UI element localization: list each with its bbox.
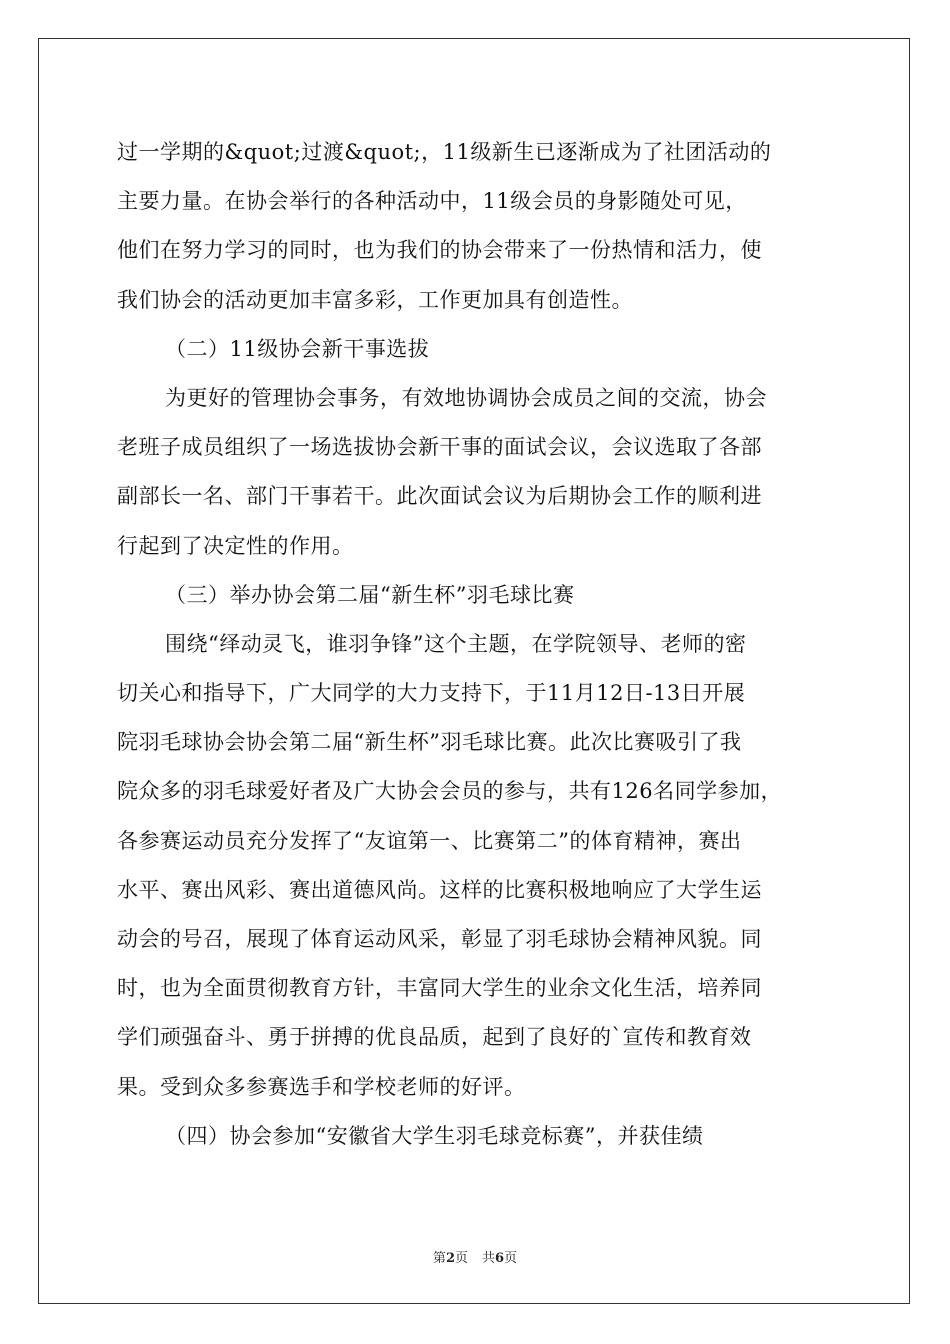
document-body	[117, 128, 837, 1161]
paragraph-line: 老班子成员组织了一场选拔协会新干事的面试会议，会议选取了各部	[117, 435, 762, 460]
paragraph-line: 我们协会的活动更加丰富多彩，工作更加具有创造性。	[117, 287, 633, 312]
page-prefix: 第	[432, 1251, 446, 1266]
section-heading: （四）协会参加“安徽省大学生羽毛球竞标赛”，并获佳绩	[165, 1123, 704, 1148]
paragraph-line: 切关心和指导下，广大同学的大力支持下，于11月12日-13日开展	[117, 681, 746, 706]
section-heading: （三）举办协会第二届“新生杯”羽毛球比赛	[165, 582, 575, 607]
paragraph-line: 为更好的管理协会事务，有效地协调协会成员之间的交流，协会	[165, 385, 767, 410]
paragraph-line: 主要力量。在协会举行的各种活动中，11级会员的身影随处可见，	[117, 189, 747, 214]
paragraph-line: 各参赛运动员充分发挥了“友谊第一、比赛第二”的体育精神，赛出	[117, 828, 742, 853]
total-prefix: 共	[482, 1251, 496, 1266]
paragraph-line: 过一学期的&quot;过渡&quot;，11级新生已逐渐成为了社团活动的	[117, 140, 772, 164]
paragraph-line: 学们顽强奋斗、勇于拼搏的优良品质，起到了良好的`宣传和教育效	[117, 1025, 752, 1050]
paragraph-line: 果。受到众多参赛选手和学校老师的好评。	[117, 1074, 526, 1099]
total-suffix: 页	[504, 1251, 518, 1266]
paragraph-line: 他们在努力学习的同时，也为我们的协会带来了一份热情和活力，使	[117, 238, 762, 263]
paragraph-line: 院羽毛球协会协会第二届“新生杯”羽毛球比赛。此次比赛吸引了我	[117, 730, 742, 755]
page-footer	[0, 1247, 950, 1266]
paragraph-line: 动会的号召，展现了体育运动风采，彰显了羽毛球协会精神风貌。同	[117, 927, 762, 951]
current-page-number: 2	[445, 1251, 455, 1266]
paragraph-line: 时，也为全面贯彻教育方针，丰富同大学生的业余文化生活，培养同	[117, 976, 762, 1001]
paragraph-line: 副部长一名、部门干事若干。此次面试会议为后期协会工作的顺利进	[117, 484, 762, 509]
page-suffix: 页	[454, 1251, 468, 1266]
section-heading: （二）11级协会新干事选拔	[165, 336, 430, 361]
paragraph-line: 院众多的羽毛球爱好者及广大协会会员的参与，共有126名同学参加，	[117, 779, 783, 804]
paragraph-line: 围绕“绎动灵飞，谁羽争锋”这个主题，在学院领导、老师的密	[165, 631, 747, 656]
paragraph-line: 行起到了决定性的作用。	[117, 533, 354, 558]
paragraph-line: 水平、赛出风彩、赛出道德风尚。这样的比赛积极地响应了大学生运	[117, 877, 762, 902]
total-page-number: 6	[495, 1251, 505, 1266]
